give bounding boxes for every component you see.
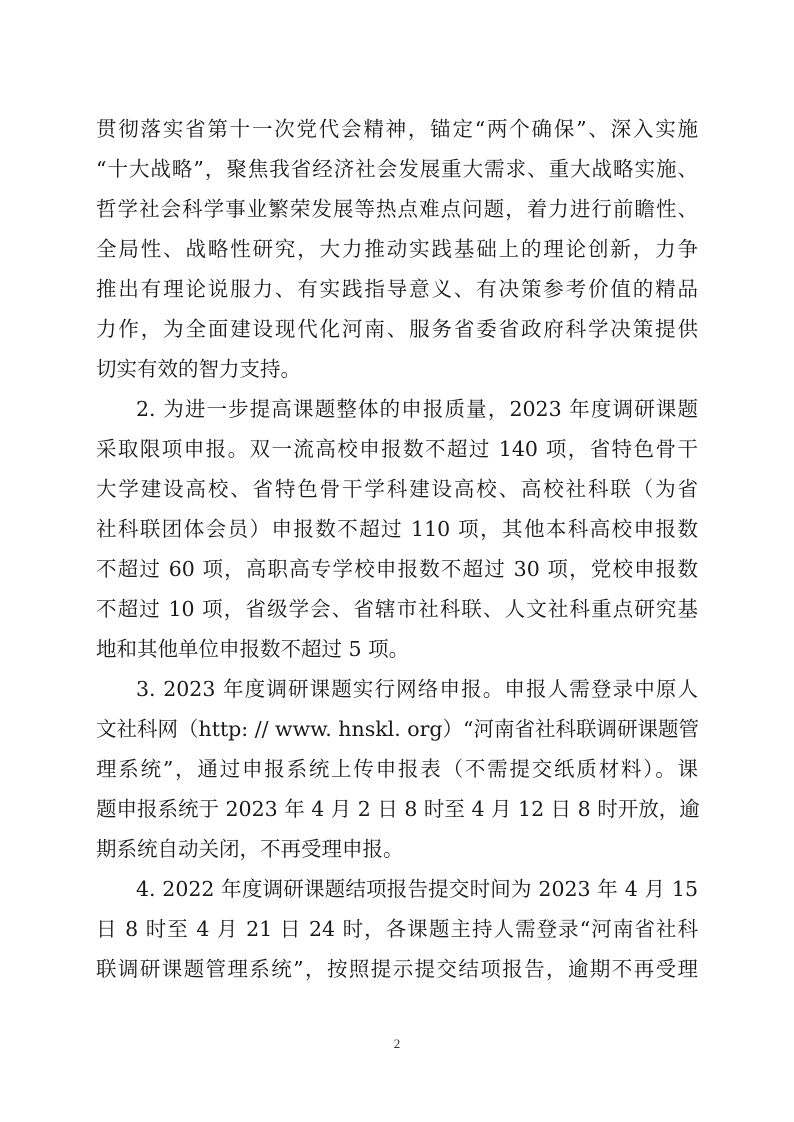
paragraph-2-first-line: 2. 为进一步提高课题整体的申报质量，2023 年度调研课题 <box>136 397 698 421</box>
text-line: 贯彻落实省第十一次党代会精神，锚定“两个确保”、深入实施 <box>96 117 698 141</box>
page-number: 2 <box>393 1036 401 1051</box>
text-line: 力作，为全面建设现代化河南、服务省委省政府科学决策提供 <box>96 317 698 341</box>
text-line: 文社科网（http: // www. hnskl. org）“河南省社科联调研课题管 <box>96 717 699 741</box>
text-line: 哲学社会科学事业繁荣发展等热点难点问题，着力进行前瞻性、 <box>96 197 698 221</box>
text-line: 理系统”，通过申报系统上传申报表（不需提交纸质材料）。课 <box>96 757 698 781</box>
text-line: “十大战略”，聚焦我省经济社会发展重大需求、重大战略实施、 <box>96 157 698 181</box>
text-line: 采取限项申报。双一流高校申报数不超过 140 项，省特色骨干 <box>96 437 698 461</box>
text-line: 不超过 10 项，省级学会、省辖市社科联、人文社科重点研究基 <box>96 597 698 621</box>
text-line: 地和其他单位申报数不超过 5 项。 <box>96 637 410 661</box>
text-line: 推出有理论说服力、有实践指导意义、有决策参考价值的精品 <box>96 277 698 301</box>
text-line: 不超过 60 项，高职高专学校申报数不超过 30 项，党校申报数 <box>96 557 698 581</box>
text-line: 全局性、战略性研究，大力推动实践基础上的理论创新，力争 <box>96 237 698 261</box>
text-line: 社科联团体会员）申报数不超过 110 项，其他本科高校申报数 <box>96 517 698 541</box>
text-line: 切实有效的智力支持。 <box>96 357 301 381</box>
paragraph-3-first-line: 3. 2023 年度调研课题实行网络申报。申报人需登录中原人 <box>136 677 698 701</box>
text-line: 大学建设高校、省特色骨干学科建设高校、高校社科联（为省 <box>96 477 698 501</box>
text-line: 题申报系统于 2023 年 4 月 2 日 8 时至 4 月 12 日 8 时开放，逾 <box>96 797 700 821</box>
text-line: 日 8 时至 4 月 21 日 24 时，各课题主持人需登录“河南省社科 <box>96 917 698 941</box>
paragraph-4-first-line: 4. 2022 年度调研课题结项报告提交时间为 2023 年 4 月 15 <box>136 877 698 901</box>
text-line: 期系统自动关闭，不再受理申报。 <box>96 837 404 861</box>
text-line: 联调研课题管理系统”，按照提示提交结项报告，逾期不再受理 <box>96 957 698 981</box>
